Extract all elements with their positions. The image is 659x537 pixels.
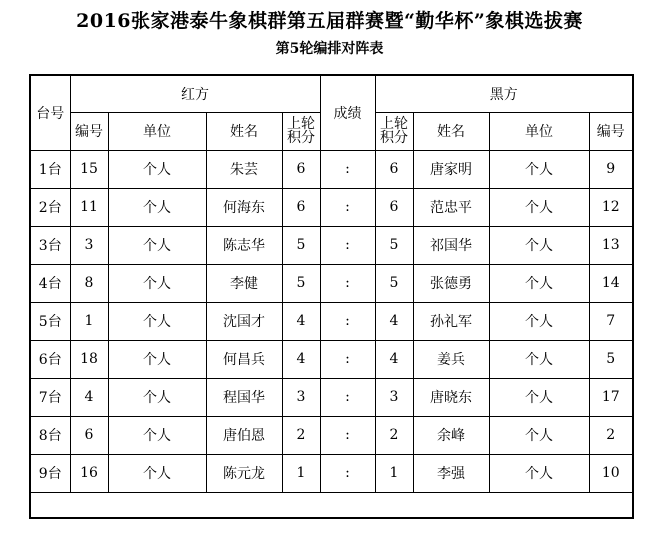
cell-black-no: 7	[589, 302, 633, 340]
cell-table: 9台	[30, 454, 70, 492]
cell-red-unit: 个人	[108, 226, 206, 264]
cell-red-unit: 个人	[108, 150, 206, 188]
cell-black-unit: 个人	[489, 454, 589, 492]
cell-red-no: 18	[70, 340, 108, 378]
cell-red-name: 沈国才	[206, 302, 282, 340]
header-red-side: 红方	[70, 75, 320, 112]
cell-black-unit: 个人	[489, 416, 589, 454]
cell-result: :	[320, 226, 375, 264]
cell-black-score: 6	[375, 150, 413, 188]
table-row	[30, 454, 633, 492]
cell-table: 1台	[30, 150, 70, 188]
cell-black-unit: 个人	[489, 340, 589, 378]
cell-black-no: 17	[589, 378, 633, 416]
cell-red-unit: 个人	[108, 188, 206, 226]
cell-black-unit: 个人	[489, 188, 589, 226]
cell-red-name: 陈元龙	[206, 454, 282, 492]
header-black-prev-score	[375, 112, 413, 150]
cell-black-name: 李强	[413, 454, 489, 492]
cell-red-unit: 个人	[108, 302, 206, 340]
cell-red-unit: 个人	[108, 378, 206, 416]
header-red-prev-score-line1: 上轮	[287, 116, 315, 132]
table-row	[30, 188, 633, 226]
cell-black-score: 5	[375, 226, 413, 264]
header-black-unit: 单位	[489, 112, 589, 150]
cell-black-no: 5	[589, 340, 633, 378]
cell-red-score: 4	[282, 340, 320, 378]
cell-black-score: 6	[375, 188, 413, 226]
cell-result: :	[320, 340, 375, 378]
header-red-name: 姓名	[206, 112, 282, 150]
cell-red-unit: 个人	[108, 454, 206, 492]
cell-red-name: 朱芸	[206, 150, 282, 188]
cell-black-no: 2	[589, 416, 633, 454]
table-row	[30, 226, 633, 264]
cell-red-score: 1	[282, 454, 320, 492]
cell-red-no: 15	[70, 150, 108, 188]
cell-black-unit: 个人	[489, 378, 589, 416]
cell-black-name: 唐家明	[413, 150, 489, 188]
cell-table: 5台	[30, 302, 70, 340]
cell-black-name: 祁国华	[413, 226, 489, 264]
cell-red-score: 6	[282, 150, 320, 188]
empty-footer-cell	[30, 492, 633, 518]
table-row	[30, 264, 633, 302]
cell-red-no: 11	[70, 188, 108, 226]
cell-result: :	[320, 378, 375, 416]
cell-red-unit: 个人	[108, 264, 206, 302]
empty-footer-row	[30, 492, 633, 518]
cell-black-no: 14	[589, 264, 633, 302]
cell-result: :	[320, 188, 375, 226]
cell-black-name: 孙礼军	[413, 302, 489, 340]
table-row	[30, 378, 633, 416]
cell-red-score: 2	[282, 416, 320, 454]
table-row	[30, 340, 633, 378]
cell-black-name: 余峰	[413, 416, 489, 454]
header-black-number: 编号	[589, 112, 633, 150]
cell-red-score: 3	[282, 378, 320, 416]
cell-black-unit: 个人	[489, 150, 589, 188]
cell-red-no: 1	[70, 302, 108, 340]
cell-black-no: 12	[589, 188, 633, 226]
cell-black-name: 张德勇	[413, 264, 489, 302]
cell-table: 6台	[30, 340, 70, 378]
cell-red-unit: 个人	[108, 340, 206, 378]
cell-table: 8台	[30, 416, 70, 454]
cell-black-name: 唐晓东	[413, 378, 489, 416]
cell-black-no: 9	[589, 150, 633, 188]
cell-table: 2台	[30, 188, 70, 226]
cell-black-no: 10	[589, 454, 633, 492]
cell-black-score: 4	[375, 302, 413, 340]
header-red-number: 编号	[70, 112, 108, 150]
cell-black-name: 姜兵	[413, 340, 489, 378]
cell-black-score: 5	[375, 264, 413, 302]
cell-black-score: 2	[375, 416, 413, 454]
table-row	[30, 416, 633, 454]
header-red-unit: 单位	[108, 112, 206, 150]
cell-red-name: 何海东	[206, 188, 282, 226]
cell-result: :	[320, 454, 375, 492]
header-black-name: 姓名	[413, 112, 489, 150]
cell-red-unit: 个人	[108, 416, 206, 454]
cell-black-score: 4	[375, 340, 413, 378]
cell-red-name: 程国华	[206, 378, 282, 416]
page-title: 2016张家港泰牛象棋群第五届群赛暨“勤华杯”象棋选拔赛	[76, 10, 583, 32]
cell-red-name: 陈志华	[206, 226, 282, 264]
header-table-no: 台号	[30, 75, 70, 150]
cell-red-no: 8	[70, 264, 108, 302]
cell-black-no: 13	[589, 226, 633, 264]
cell-red-score: 5	[282, 264, 320, 302]
cell-table: 3台	[30, 226, 70, 264]
header-black-prev-score-line2: 积分	[380, 130, 408, 146]
header-red-prev-score-line2: 积分	[287, 130, 315, 146]
cell-black-score: 1	[375, 454, 413, 492]
cell-red-no: 3	[70, 226, 108, 264]
cell-red-no: 4	[70, 378, 108, 416]
table-row	[30, 150, 633, 188]
cell-black-score: 3	[375, 378, 413, 416]
cell-red-no: 16	[70, 454, 108, 492]
header-red-prev-score	[282, 112, 320, 150]
cell-red-score: 5	[282, 226, 320, 264]
cell-red-score: 4	[282, 302, 320, 340]
cell-black-name: 范忠平	[413, 188, 489, 226]
cell-result: :	[320, 302, 375, 340]
cell-red-name: 唐伯恩	[206, 416, 282, 454]
table-row	[30, 302, 633, 340]
cell-red-no: 6	[70, 416, 108, 454]
header-black-side: 黑方	[375, 75, 633, 112]
cell-red-score: 6	[282, 188, 320, 226]
header-result: 成绩	[320, 75, 375, 150]
cell-red-name: 何昌兵	[206, 340, 282, 378]
pairing-table	[29, 74, 634, 519]
cell-result: :	[320, 150, 375, 188]
cell-red-name: 李健	[206, 264, 282, 302]
cell-black-unit: 个人	[489, 264, 589, 302]
page-subtitle: 第5轮编排对阵表	[275, 41, 384, 57]
header-black-prev-score-line1: 上轮	[380, 116, 408, 132]
cell-result: :	[320, 416, 375, 454]
cell-table: 4台	[30, 264, 70, 302]
cell-result: :	[320, 264, 375, 302]
cell-black-unit: 个人	[489, 302, 589, 340]
cell-table: 7台	[30, 378, 70, 416]
cell-black-unit: 个人	[489, 226, 589, 264]
